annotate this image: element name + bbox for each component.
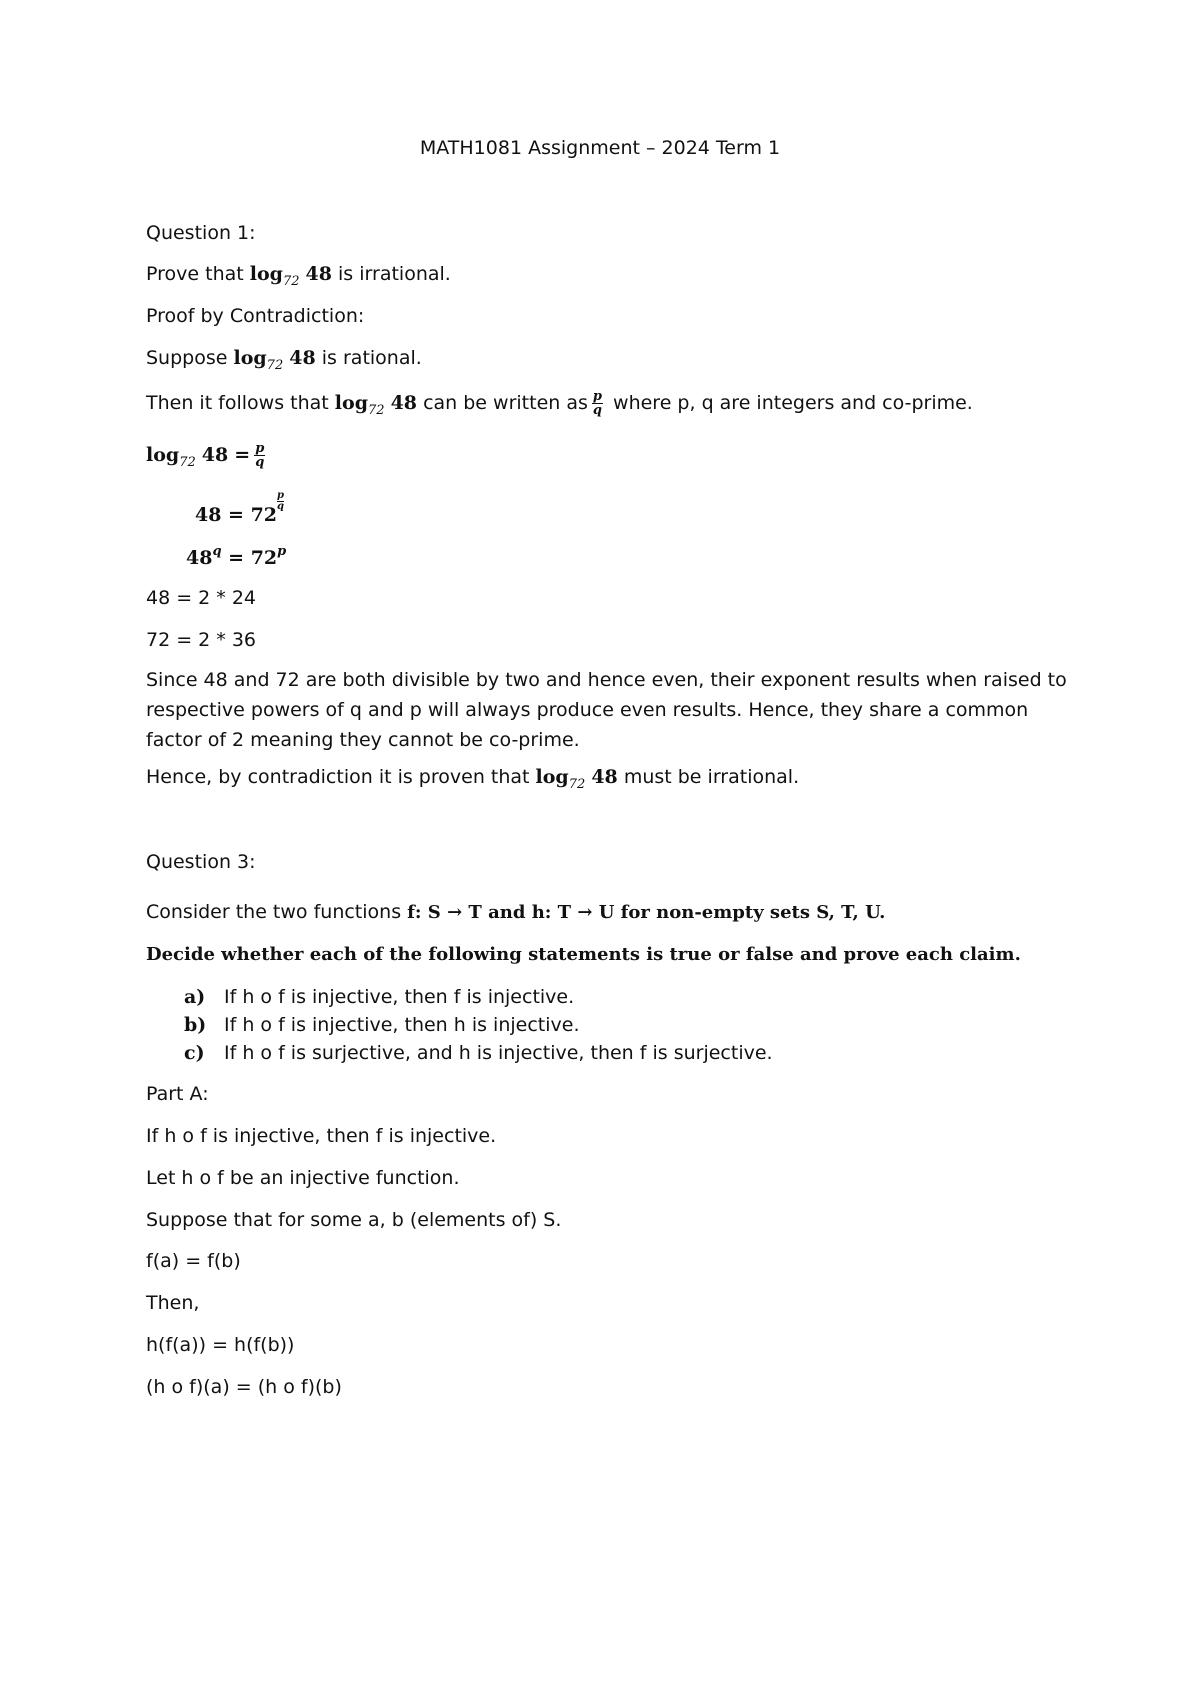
list-item-c: c) If h o f is surjective, and h is injective, then f is surjective. <box>184 1042 773 1064</box>
then-label: Then, <box>146 1292 200 1314</box>
then-statement: Then it follows that $\log_{72} 48$ can be written as $\frac{p}{q}$ where p, q are integers and co-prime. <box>146 389 973 418</box>
composition-equality: (h o f)(a) = (h o f)(b) <box>146 1376 342 1398</box>
conclusion-statement: Hence, by contradiction it is proven that $\log_{72} 48$ must be irrational. <box>146 766 800 792</box>
list-item-a: a) If h o f is injective, then f is injective. <box>184 986 575 1008</box>
part-a-heading: Part A: <box>146 1083 209 1105</box>
f-a-equals-f-b: f(a) = f(b) <box>146 1250 241 1272</box>
question-3-heading: Question 3: <box>146 851 256 873</box>
question-1-heading: Question 1: <box>146 222 256 244</box>
let-statement: Let h o f be an injective function. <box>146 1167 460 1189</box>
reasoning-paragraph: Since 48 and 72 are both divisible by two and hence even, their exponent results when raised to respective powers of q and p will always produce even results. Hence, they share a common factor of 2 meaning they cannot be co-prime. <box>146 669 1067 751</box>
equation-log-equals-p-over-q: $\log_{72} 48$ = $\frac{p}{q}$ <box>146 441 265 470</box>
document-title: MATH1081 Assignment – 2024 Term 1 <box>419 137 781 159</box>
q1-prove-statement: Prove that $\log_{72} 48$ is irrational. <box>146 263 451 289</box>
equation-48q-equals-72p: $48^q = 72^p$ <box>186 544 287 569</box>
suppose-elements: Suppose that for some a, b (elements of) S. <box>146 1209 562 1231</box>
proof-heading: Proof by Contradiction: <box>146 305 365 327</box>
h-f-a-equals-h-f-b: h(f(a)) = h(f(b)) <box>146 1334 295 1356</box>
equation-48-equals-72-pow: 48 = 72 $\frac{p}{q}$ <box>195 490 285 526</box>
suppose-statement: Suppose $\log_{72} 48$ is rational. <box>146 347 422 373</box>
fraction-p-over-q: $\frac{p}{q}$ <box>592 389 602 418</box>
list-item-b: b) If h o f is injective, then h is injective. <box>184 1014 580 1036</box>
factor-48: 48 = 2 * 24 <box>146 587 257 609</box>
decide-instruction: Decide whether each of the following statements is true or false and prove each claim. <box>146 944 1021 965</box>
consider-statement: Consider the two functions f: S → T and h: T → U for non-empty sets S, T, U. <box>146 901 886 923</box>
part-a-statement: If h o f is injective, then f is injective. <box>146 1125 497 1147</box>
factor-72: 72 = 2 * 36 <box>146 629 257 651</box>
